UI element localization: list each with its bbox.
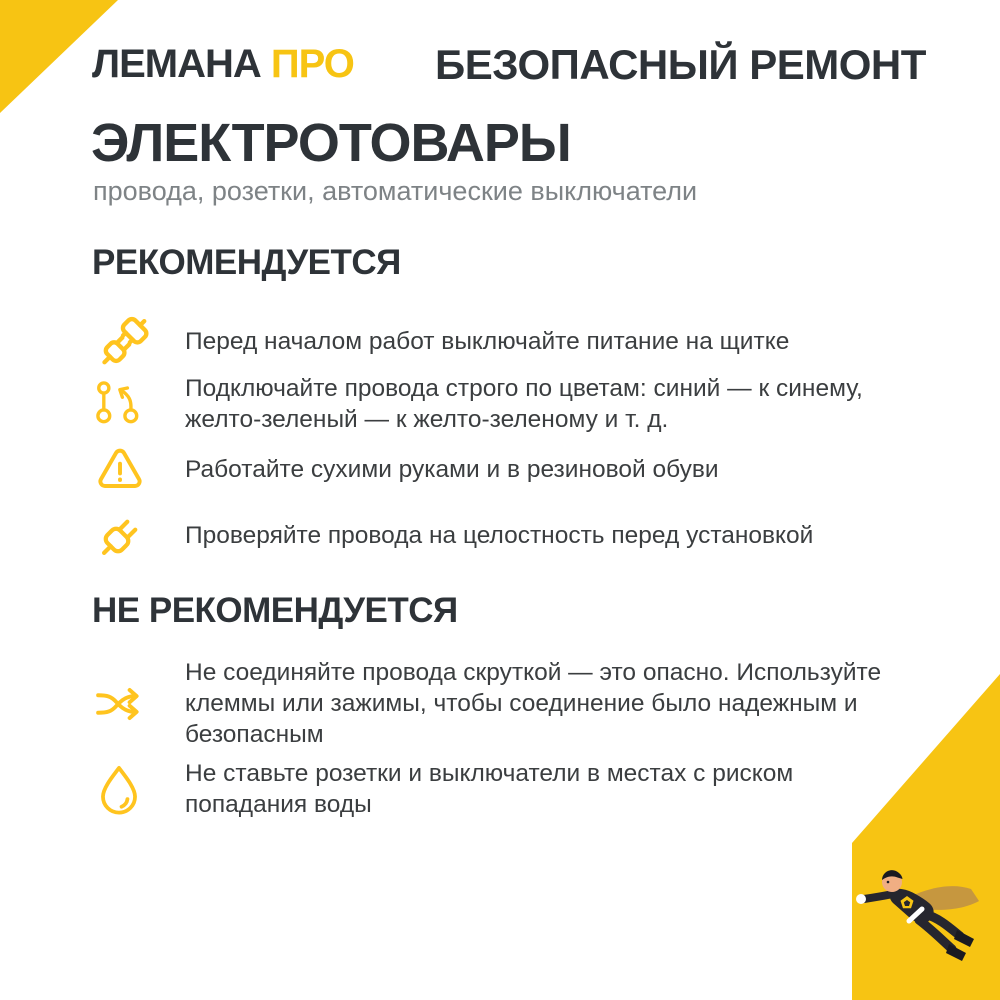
brand-logo-primary: ЛЕМАНА — [92, 42, 261, 86]
warning-triangle-icon — [92, 441, 158, 497]
section-not-recommended-heading: НЕ РЕКОМЕНДУЕТСЯ — [92, 591, 458, 630]
list-item — [92, 441, 922, 497]
section-not-recommended — [92, 591, 922, 820]
brand-logo — [92, 42, 354, 87]
list-item-text: Перед началом работ выключайте питание на щитке — [185, 327, 790, 355]
wire-branch-icon — [92, 377, 158, 431]
twisted-wires-icon — [92, 676, 158, 732]
list-item-text: Работайте сухими руками и в резиновой обуви — [185, 455, 719, 483]
page-title: ЭЛЕКТРОТОВАРЫ — [91, 113, 571, 173]
list-item-text: Не ставьте розетки и выключатели в местах с риском попадания воды — [185, 760, 794, 818]
brand-logo-accent: ПРО — [270, 42, 354, 86]
superhero-mascot — [847, 857, 997, 977]
campaign-title: БЕЗОПАСНЫЙ РЕМОНТ — [435, 41, 926, 88]
section-recommended — [92, 243, 922, 565]
list-item — [92, 505, 922, 565]
list-item — [92, 758, 922, 820]
list-item — [92, 657, 922, 750]
list-item — [92, 373, 922, 435]
list-item-text: Не соединяйте провода скруткой — это опасно. Используйте клеммы или зажимы, чтобы соединение было надежным и безопасным — [185, 659, 882, 748]
unplugged-connectors-icon — [92, 310, 158, 372]
plug-icon — [92, 505, 158, 565]
water-drop-icon — [92, 762, 158, 816]
recommended-items — [92, 309, 922, 565]
list-item — [92, 309, 922, 373]
page-subtitle: провода, розетки, автоматические выключатели — [93, 176, 698, 206]
list-item-text: Подключайте провода строго по цветам: синий — к синему, желто-зеленый — к желто-зеленому и т. д. — [185, 375, 863, 433]
not-recommended-items — [92, 657, 922, 820]
section-recommended-heading: РЕКОМЕНДУЕТСЯ — [92, 243, 401, 282]
list-item-text: Проверяйте провода на целостность перед установкой — [185, 521, 814, 549]
